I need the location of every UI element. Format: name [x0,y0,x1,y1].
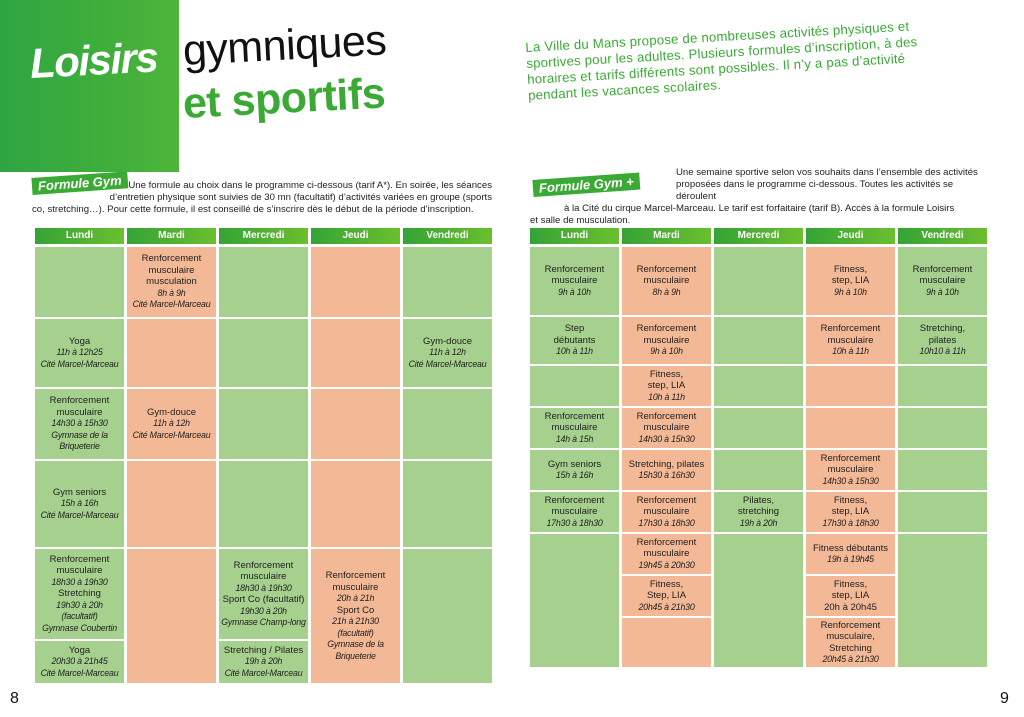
schedule-cell [806,366,895,406]
schedule-cell [530,450,619,490]
cell-detail: 18h30 à 19h30 [51,576,108,587]
schedule-cell [127,461,216,547]
cell-detail: Gymnase Champ-long [221,617,306,627]
schedule-cell [714,317,803,364]
cell-detail: 20h à 21h [336,593,375,603]
cell-detail: Cité Marcel-Marceau [40,509,119,520]
cell-activity: musculaire [551,506,598,518]
schedule-cell [219,247,308,317]
schedule-cell [530,366,619,406]
cell-detail: 19h à 20h [244,656,283,667]
schedule-cell [530,317,619,364]
cell-detail: Briqueterie [59,441,100,452]
cell-detail: Gymnase Coubertin [42,622,117,633]
cell-detail: Gymnase de la [51,429,108,440]
schedule-cell [311,247,400,317]
schedule-cell [622,492,711,532]
cell-activity: Renforcement [49,395,110,407]
cell-activity: 20h à 20h45 [824,601,877,613]
schedule-cell [35,247,124,317]
page-number-left: 8 [10,690,19,707]
cell-detail: 8h à 9h [652,286,681,297]
schedule-cell [35,549,124,639]
cell-activity: Fitness, [649,578,684,590]
schedule-cell [806,317,895,364]
cell-detail: 11h à 12h [153,418,190,429]
cell-detail: 20h45 à 21h30 [822,654,879,664]
title-word-gymniques: gymniques [181,16,388,75]
cell-detail: 19h45 à 20h30 [638,559,695,570]
cell-activity: Renforcement [636,410,697,422]
cell-detail: 9h à 10h [558,286,591,297]
cell-detail: Gymnase de la [327,639,384,649]
cell-activity: stretching [737,506,780,518]
desc-line: Une semaine sportive selon vos souhaits dans l’ensemble des activités [676,167,978,178]
cell-activity: step, LIA [831,506,870,518]
formule-gym-badge: Formule Gym [31,171,128,195]
cell-activity: musculaire [919,275,966,287]
schedule-cell [219,461,308,547]
cell-activity: Renforcement [820,323,881,335]
cell-activity: musculaire [148,264,195,276]
cell-detail: 10h à 11h [556,346,593,357]
title-word-loisirs: Loisirs [28,33,159,87]
schedule-cell [530,534,619,667]
cell-activity: musculaire [827,464,874,476]
cell-detail: Cité Marcel-Marceau [40,667,119,678]
desc-line: et salle de musculation. [530,215,631,226]
cell-activity: Renforcement [49,553,110,565]
schedule-cell [530,492,619,532]
schedule-cell [622,247,711,315]
schedule-cell [35,461,124,547]
schedule-cell [35,641,124,683]
schedule-cell [311,549,400,683]
cell-activity: Yoga [68,335,91,347]
cell-activity: Stretching, [919,323,966,335]
schedule-cell [219,641,308,683]
cell-detail: 18h30 à 19h30 [235,582,292,593]
day-header-mardi: Mardi [622,228,711,244]
day-header-vendredi: Vendredi [898,228,987,244]
schedule-cell [311,319,400,387]
cell-detail: 17h30 à 18h30 [638,517,695,528]
cell-detail: 19h à 19h45 [827,554,874,564]
schedule-cell [622,408,711,448]
cell-activity: Stretching [829,642,872,654]
cell-activity: step, LIA [831,590,870,602]
cell-activity: step, LIA [831,275,870,287]
cell-detail: Cité Marcel-Marceau [40,358,119,369]
day-header-lundi: Lundi [530,228,619,244]
schedule-cell [898,247,987,315]
cell-activity: Yoga [68,644,91,656]
schedule-cell [714,366,803,406]
cell-detail: 15h à 16h [555,470,594,480]
cell-detail: 17h30 à 18h30 [546,517,603,528]
day-header-jeudi: Jeudi [311,228,400,244]
schedule-cell [219,549,308,639]
cell-detail: Cité Marcel-Marceau [132,299,211,310]
formule-gym-description [32,180,492,216]
day-header-mercredi: Mercredi [219,228,308,244]
title-word-sportifs: et sportifs [181,69,387,128]
cell-activity: Renforcement [636,263,697,275]
cell-activity: musculaire [56,565,103,577]
cell-activity: Step [564,323,585,335]
schedule-cell [403,461,492,547]
cell-detail: 17h30 à 18h30 [822,517,879,528]
cell-detail: (facultatif) [337,627,374,638]
cell-activity: Gym-douce [146,406,197,418]
desc-line: proposées dans le programme ci-dessous. Toutes les activités se déroulent [676,179,954,202]
cell-activity: Gym seniors [52,486,107,498]
schedule-cell [622,366,711,406]
schedule-cell [622,317,711,364]
cell-detail: 9h à 10h [650,346,683,357]
schedule-cell [403,319,492,387]
schedule-cell [622,534,711,574]
cell-activity: Fitness, [833,263,868,275]
cell-activity: Stretching [58,588,101,600]
schedule-cell [714,450,803,490]
day-header-vendredi: Vendredi [403,228,492,244]
page-number-right: 9 [1000,690,1009,707]
cell-detail: 14h30 à 15h30 [822,475,879,486]
cell-activity: musculaire [643,422,690,434]
cell-detail: 14h30 à 15h30 [638,433,695,444]
cell-activity: musculaire [551,275,598,287]
cell-activity: Stretching, pilates [628,458,705,470]
cell-activity: musculaire [643,548,690,560]
day-header-jeudi: Jeudi [806,228,895,244]
cell-detail: Cité Marcel-Marceau [132,429,211,440]
right-schedule [530,228,990,668]
schedule-cell [806,450,895,490]
cell-activity: Gym-douce [422,335,473,347]
cell-detail: 19h30 à 20h [240,605,287,616]
cell-activity: Renforcement [325,570,386,581]
schedule-cell [35,319,124,387]
schedule-cell [219,389,308,459]
green-title-block [0,0,179,172]
schedule-cell [714,247,803,315]
schedule-cell [403,247,492,317]
cell-detail: 21h à 21h30 [332,616,379,626]
schedule-cell [311,461,400,547]
schedule-cell [403,549,492,683]
cell-activity: musculaire [56,406,103,418]
schedule-cell [898,492,987,532]
desc-line: d’entretien physique sont suivies de 30 mn (facultatif) d’activités variées en groupe (sports [109,192,492,203]
cell-activity: musculation [146,276,197,288]
schedule-cell [806,492,895,532]
cell-detail: 15h à 16h [60,498,99,509]
cell-activity: Step, LIA [646,590,687,602]
formule-gym-plus-description [530,167,990,227]
schedule-cell [622,450,711,490]
cell-detail: 11h à 12h25 [56,347,103,358]
cell-activity: Stretching / Pilates [223,644,304,656]
cell-detail: Cité Marcel-Marceau [408,358,487,369]
cell-activity: Gym seniors [547,458,602,470]
cell-detail: 19h à 20h [739,517,778,528]
cell-activity: Fitness, [833,578,868,590]
cell-activity: Renforcement [233,559,294,571]
cell-activity: Sport Co (facultatif) [222,594,305,605]
cell-activity: musculaire [332,581,379,593]
schedule-cell [219,319,308,387]
schedule-cell [714,534,803,667]
schedule-cell [530,408,619,448]
cell-detail: 11h à 12h [429,347,466,358]
schedule-cell [898,450,987,490]
schedule-cell [806,408,895,448]
left-schedule [35,228,495,688]
cell-detail: Briqueterie [335,650,376,661]
cell-activity: musculaire, [826,631,875,642]
cell-activity: musculaire [643,275,690,287]
schedule-cell [714,408,803,448]
schedule-cell [898,408,987,448]
cell-activity: Renforcement [636,536,697,548]
cell-activity: musculaire [240,571,287,582]
cell-detail: 19h30 à 20h [56,599,103,610]
cell-detail: 8h à 9h [157,287,186,298]
cell-activity: Renforcement [544,410,605,422]
schedule-cell [311,389,400,459]
schedule-cell [622,618,711,667]
desc-line: à la Cité du cirque Marcel-Marceau. Le tarif est forfaitaire (tarif B). Accès à la formule Loisirs [564,203,955,214]
cell-activity: musculaire [643,334,690,346]
cell-detail: 10h10 à 11h [919,346,966,357]
cell-activity: débutants [553,334,596,346]
day-header-lundi: Lundi [35,228,124,244]
schedule-cell [530,247,619,315]
cell-detail: 14h30 à 15h30 [51,418,108,429]
formule-gym-plus-badge: Formule Gym + [532,173,640,197]
cell-activity: Renforcement [636,494,697,506]
schedule-cell [35,389,124,459]
desc-line: Une formule au choix dans le programme ci-dessous (tarif A*). En soirée, les séances [128,180,492,191]
cell-activity: Fitness débutants [813,542,888,554]
cell-activity: Renforcement [820,452,881,464]
cell-activity: musculaire [551,422,598,434]
cell-detail: 20h30 à 21h45 [51,656,108,667]
cell-detail: 9h à 10h [926,286,959,297]
schedule-cell [806,576,895,616]
cell-detail: 20h45 à 21h30 [638,601,695,612]
cell-activity: pilates [928,334,957,346]
cell-activity: musculaire [827,334,874,346]
cell-detail: (facultatif) [61,611,98,622]
cell-activity: Fitness, [649,368,684,380]
cell-activity: Renforcement [141,253,202,265]
cell-activity: musculaire [643,506,690,518]
cell-detail: Cité Marcel-Marceau [224,667,303,678]
schedule-cell [127,319,216,387]
cell-detail: 15h30 à 16h30 [638,470,695,480]
schedule-cell [806,247,895,315]
day-header-mercredi: Mercredi [714,228,803,244]
cell-activity: step, LIA [647,380,686,392]
cell-activity: Renforcement [912,263,973,275]
schedule-cell [403,389,492,459]
schedule-cell [898,366,987,406]
schedule-cell [898,317,987,364]
desc-line: co, stretching…). Pour cette formule, il est conseillé de s’inscrire dès le début de la période d’inscription. [32,204,474,215]
cell-activity: Renforcement [544,494,605,506]
cell-activity: Renforcement [544,263,605,275]
schedule-cell [806,534,895,574]
cell-activity: Renforcement [820,619,881,631]
cell-activity: Pilates, [742,494,775,506]
schedule-cell [898,534,987,667]
cell-activity: Fitness, [833,494,868,506]
cell-activity: Sport Co [336,604,375,616]
cell-detail: 14h à 15h [555,433,594,444]
schedule-cell [714,492,803,532]
cell-detail: 9h à 10h [834,286,867,297]
intro-paragraph: La Ville du Mans propose de nombreuses activités physiques et sportives pour les adultes. Plusieurs formules d’inscription, à des horaires et tarifs différents sont possibles. Il n’y a pas d’activité pendant les vacances scolaires. [525,18,918,103]
schedule-cell [127,247,216,317]
cell-detail: 10h à 11h [648,391,685,402]
cell-detail: 10h à 11h [832,346,869,357]
cell-activity: Renforcement [636,323,697,335]
schedule-cell [622,576,711,616]
schedule-cell [127,549,216,683]
schedule-cell [127,389,216,459]
day-header-mardi: Mardi [127,228,216,244]
schedule-cell [806,618,895,667]
